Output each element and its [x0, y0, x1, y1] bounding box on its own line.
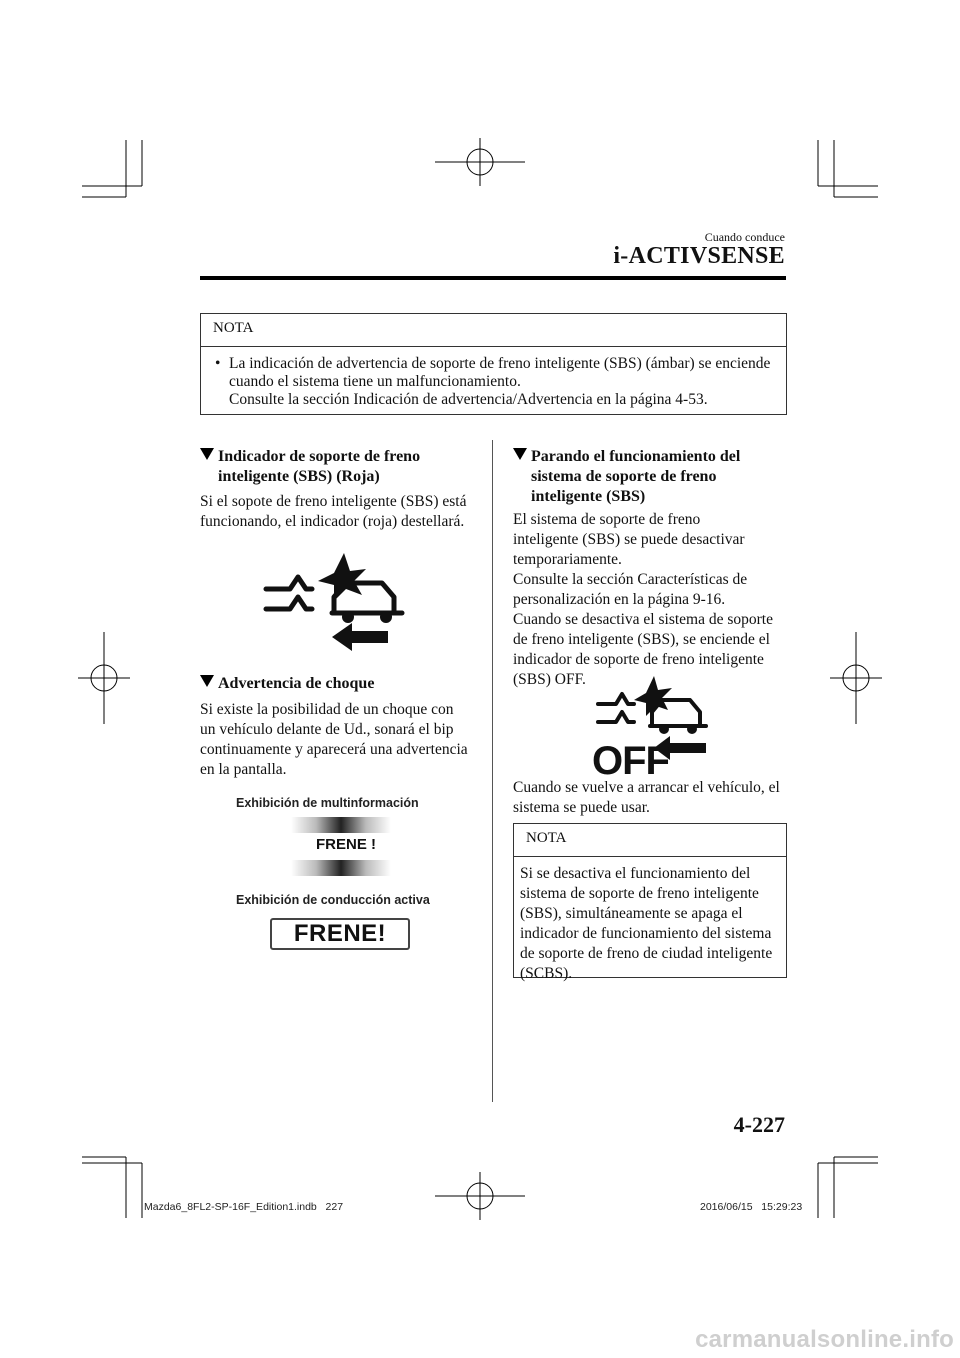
print-timestamp: 2016/06/15 15:29:23	[700, 1201, 803, 1213]
column-divider	[492, 440, 493, 1102]
note-box-top	[200, 313, 787, 415]
brake-warning-text: FRENE !	[316, 836, 376, 853]
display-gradient-bar	[291, 817, 391, 833]
figure-caption: Exhibición de multinformación	[236, 796, 419, 810]
header-rule	[200, 276, 786, 280]
paragraph: Si el sopote de freno inteligente (SBS) está funcionando, el indicador (roja) destellará.	[200, 493, 467, 530]
note-box-right	[513, 823, 787, 982]
note-title: NOTA	[213, 320, 254, 336]
section-label: Cuando conduce	[704, 230, 785, 244]
note-text: Consulte la sección Indicación de advertencia/Advertencia en la página 4-53.	[229, 391, 708, 408]
registration-crosshair-icon	[435, 138, 525, 186]
smart-brake-support-icon	[262, 553, 412, 653]
page-number: 4-227	[733, 1112, 785, 1137]
note-text: La indicación de advertencia de soporte de freno inteligente (SBS) (ámbar) se enciende	[229, 355, 771, 372]
note-text: Si se desactiva el funcionamiento del sistema de soporte de freno inteligente (SBS), simultáneamente se apaga el indicador de funcionamiento del sistema de soporte de freno de ciudad inteligente (SCBS).	[520, 865, 773, 982]
watermark: carmanualsonline.info	[695, 1326, 954, 1353]
note-title: NOTA	[526, 830, 567, 846]
heading-collision-warning: Advertencia de choque	[200, 674, 490, 694]
heading-sbs-indicator: Indicador de soporte de freno inteligente (SBS) (Roja)	[200, 447, 490, 487]
registration-crosshair-icon	[830, 632, 882, 724]
page-title: i-ACTIVSENSE	[613, 243, 785, 269]
print-file-info: Mazda6_8FL2-SP-16F_Edition1.indb 227	[144, 1201, 344, 1213]
figure-caption: Exhibición de conducción activa	[236, 893, 430, 907]
display-gradient-bar	[291, 860, 391, 876]
note-bullet: •	[215, 355, 221, 372]
note-divider	[514, 856, 786, 857]
paragraph: Si existe la posibilidad de un choque con un vehículo delante de Ud., sonará el bip continuamente y aparecerá una advertencia en la pantalla.	[200, 701, 468, 778]
triangle-bullet-icon	[200, 675, 214, 687]
smart-brake-support-off-icon	[592, 676, 712, 776]
note-divider	[201, 346, 786, 347]
heading-stop-sbs: Parando el funcionamiento del sistema de soporte de freno inteligente (SBS)	[513, 447, 788, 507]
triangle-bullet-icon	[513, 448, 527, 460]
paragraph: Cuando se vuelve a arrancar el vehículo, el sistema se puede usar.	[513, 779, 780, 816]
off-label: OFF	[592, 739, 669, 776]
paragraph: El sistema de soporte de freno inteligente (SBS) se puede desactivar temporariamente. Consulte la sección Características de personalización en la página 9-16. Cuando se desactiva el sistema de soporte de freno inteligente (SBS), se enciende el indicador de soporte de freno inteligente (SBS) OFF.	[513, 511, 773, 688]
registration-crosshair-icon	[435, 1172, 525, 1220]
triangle-bullet-icon	[200, 448, 214, 460]
registration-crosshair-icon	[78, 632, 130, 724]
brake-warning-display: FRENE!	[270, 918, 410, 950]
note-text: cuando el sistema tiene un malfuncionamiento.	[229, 373, 521, 390]
